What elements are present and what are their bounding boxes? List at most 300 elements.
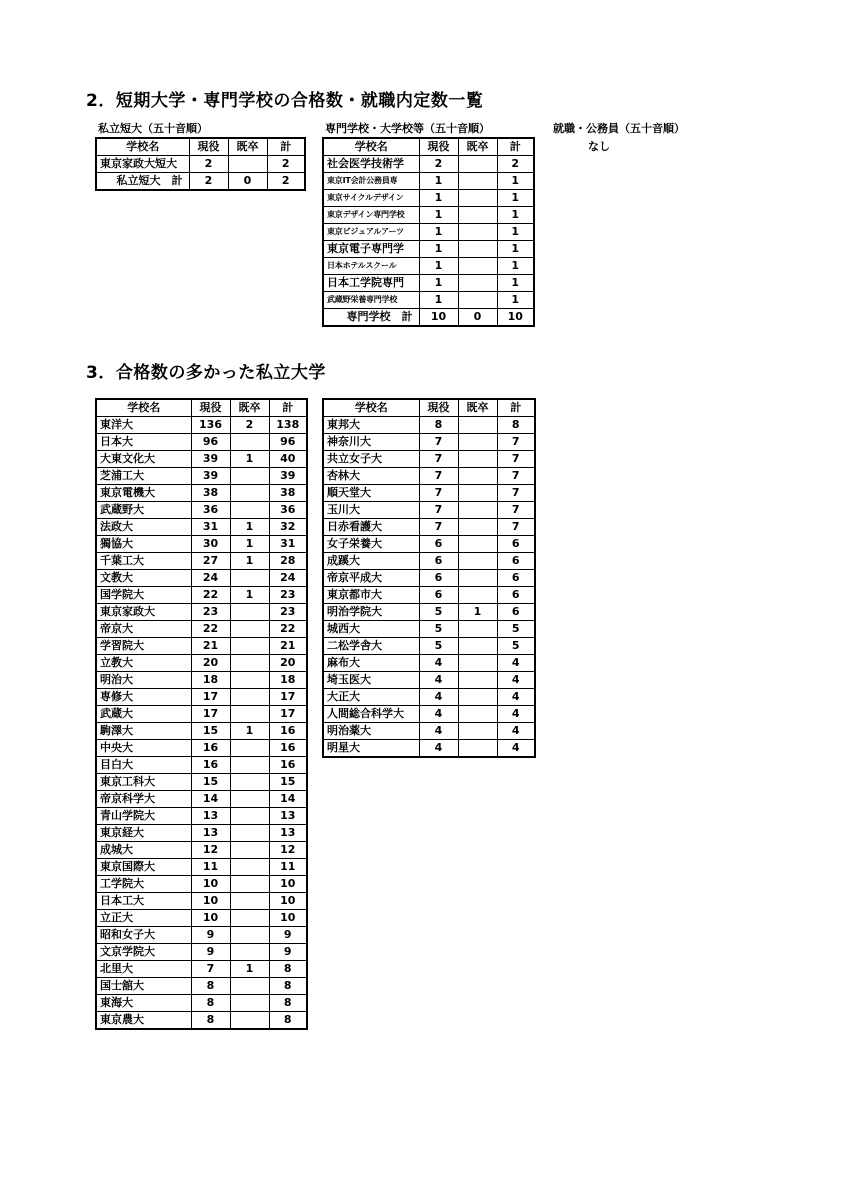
graduate-count-cell	[230, 689, 269, 706]
school-name-cell: 順天堂大	[323, 485, 419, 502]
school-name-cell: 武蔵大	[96, 706, 191, 723]
school-name-cell: 日赤看護大	[323, 519, 419, 536]
current-count-cell: 1	[419, 224, 458, 241]
total-count-cell: 138	[269, 417, 307, 434]
column-header-current: 現役	[419, 138, 458, 156]
graduate-count-cell	[228, 156, 267, 173]
table-row	[96, 587, 307, 604]
total-count-cell: 11	[269, 859, 307, 876]
graduate-count-cell	[230, 740, 269, 757]
school-name-cell: 東京サイクルデザイン	[323, 190, 419, 207]
graduate-count-cell	[458, 417, 497, 434]
table-row	[96, 689, 307, 706]
current-count-cell: 15	[191, 723, 230, 740]
school-name-cell: 中央大	[96, 740, 191, 757]
table-row	[323, 241, 534, 258]
column-header-graduate: 既卒	[230, 399, 269, 417]
current-count-cell: 2	[189, 156, 228, 173]
current-count-cell: 31	[191, 519, 230, 536]
table-row	[96, 502, 307, 519]
graduate-count-cell	[230, 706, 269, 723]
school-name-cell: 東京国際大	[96, 859, 191, 876]
school-name-cell: 大東文化大	[96, 451, 191, 468]
graduate-count-cell	[458, 570, 497, 587]
school-name-cell: 成城大	[96, 842, 191, 859]
current-count-cell: 16	[191, 740, 230, 757]
table-row	[96, 859, 307, 876]
graduate-count-cell	[458, 502, 497, 519]
table-row	[323, 706, 535, 723]
school-name-cell: 日本工学院専門	[323, 275, 419, 292]
current-count-cell: 17	[191, 689, 230, 706]
vocational-school-table	[322, 137, 535, 327]
school-name-cell: 明星大	[323, 740, 419, 758]
table-header-row	[323, 138, 534, 156]
graduate-count-cell	[230, 468, 269, 485]
current-count-cell: 7	[419, 468, 458, 485]
column-header-total: 計	[269, 399, 307, 417]
current-count-cell: 4	[419, 672, 458, 689]
current-count-cell: 1	[419, 207, 458, 224]
total-count-cell: 1	[497, 275, 534, 292]
school-name-cell: 千葉工大	[96, 553, 191, 570]
total-count-cell: 7	[497, 434, 535, 451]
graduate-count-cell: 1	[230, 723, 269, 740]
column-header-current: 現役	[191, 399, 230, 417]
school-name-cell: 専修大	[96, 689, 191, 706]
table-row	[96, 927, 307, 944]
current-count-cell: 6	[419, 587, 458, 604]
total-count-cell: 8	[269, 961, 307, 978]
graduate-count-cell	[458, 468, 497, 485]
school-name-cell: 成蹊大	[323, 553, 419, 570]
school-name-cell: 日本工大	[96, 893, 191, 910]
current-count-cell: 39	[191, 468, 230, 485]
total-count-cell: 1	[497, 173, 534, 190]
graduate-count-cell	[458, 258, 497, 275]
total-count-cell: 2	[267, 156, 305, 173]
table-row	[96, 672, 307, 689]
table-row	[96, 553, 307, 570]
current-count-cell: 20	[191, 655, 230, 672]
total-count-cell: 8	[269, 1012, 307, 1030]
school-name-cell: 目白大	[96, 757, 191, 774]
school-name-cell: 二松学舎大	[323, 638, 419, 655]
total-count-cell: 7	[497, 451, 535, 468]
school-name-cell: 東京都市大	[323, 587, 419, 604]
school-name-cell: 東京工科大	[96, 774, 191, 791]
table-row	[96, 485, 307, 502]
total-count-cell: 6	[497, 570, 535, 587]
current-count-cell: 36	[191, 502, 230, 519]
school-name-cell: 明治薬大	[323, 723, 419, 740]
table-row	[323, 502, 535, 519]
current-count-cell: 8	[191, 978, 230, 995]
school-name-cell: 北里大	[96, 961, 191, 978]
current-count-cell: 23	[191, 604, 230, 621]
graduate-count-cell	[230, 791, 269, 808]
graduate-count-cell	[458, 553, 497, 570]
total-graduate-cell: 0	[228, 173, 267, 191]
table-row	[323, 434, 535, 451]
graduate-count-cell	[230, 485, 269, 502]
total-count-cell: 8	[269, 978, 307, 995]
current-count-cell: 9	[191, 944, 230, 961]
total-count-cell: 28	[269, 553, 307, 570]
total-count-cell: 1	[497, 224, 534, 241]
total-count-cell: 17	[269, 689, 307, 706]
graduate-count-cell	[230, 655, 269, 672]
graduate-count-cell: 1	[230, 451, 269, 468]
school-name-cell: 明治学院大	[323, 604, 419, 621]
school-name-cell: 帝京大	[96, 621, 191, 638]
table-row	[96, 944, 307, 961]
school-name-cell: 武蔵野栄養専門学校	[323, 292, 419, 309]
graduate-count-cell	[230, 757, 269, 774]
total-count-cell: 1	[497, 241, 534, 258]
current-count-cell: 38	[191, 485, 230, 502]
graduate-count-cell	[458, 672, 497, 689]
table-header-row	[96, 399, 307, 417]
total-count-cell: 22	[269, 621, 307, 638]
table-row	[96, 740, 307, 757]
total-count-cell: 7	[497, 468, 535, 485]
total-count-cell: 39	[269, 468, 307, 485]
current-count-cell: 30	[191, 536, 230, 553]
junior-college-caption: 私立短大（五十音順）	[98, 122, 208, 135]
table-row	[323, 536, 535, 553]
total-label-cell: 私立短大 計	[96, 173, 189, 191]
total-count-cell: 1	[497, 292, 534, 309]
graduate-count-cell	[458, 451, 497, 468]
current-count-cell: 11	[191, 859, 230, 876]
total-count-cell: 21	[269, 638, 307, 655]
total-graduate-cell: 0	[458, 309, 497, 327]
current-count-cell: 2	[419, 156, 458, 173]
school-name-cell: 学習院大	[96, 638, 191, 655]
current-count-cell: 1	[419, 258, 458, 275]
table-row	[323, 224, 534, 241]
graduate-count-cell	[230, 825, 269, 842]
current-count-cell: 1	[419, 173, 458, 190]
table-row	[323, 723, 535, 740]
graduate-count-cell	[458, 207, 497, 224]
school-name-cell: 人間総合科学大	[323, 706, 419, 723]
graduate-count-cell	[458, 655, 497, 672]
table-row	[96, 842, 307, 859]
graduate-count-cell	[230, 502, 269, 519]
total-current-cell: 2	[189, 173, 228, 191]
table-row	[323, 672, 535, 689]
current-count-cell: 1	[419, 241, 458, 258]
current-count-cell: 8	[191, 995, 230, 1012]
school-name-cell: 杏林大	[323, 468, 419, 485]
total-count-cell: 4	[497, 723, 535, 740]
graduate-count-cell	[458, 241, 497, 258]
current-count-cell: 13	[191, 808, 230, 825]
current-count-cell: 4	[419, 655, 458, 672]
school-name-cell: 東京電機大	[96, 485, 191, 502]
graduate-count-cell	[230, 621, 269, 638]
section2-heading: 2．短期大学・専門学校の合格数・就職内定数一覧	[86, 91, 484, 111]
graduate-count-cell	[230, 910, 269, 927]
graduate-count-cell	[458, 156, 497, 173]
graduate-count-cell	[230, 774, 269, 791]
current-count-cell: 17	[191, 706, 230, 723]
current-count-cell: 6	[419, 553, 458, 570]
current-count-cell: 15	[191, 774, 230, 791]
table-row	[96, 774, 307, 791]
table-row	[323, 638, 535, 655]
graduate-count-cell	[458, 434, 497, 451]
table-row	[323, 258, 534, 275]
school-name-cell: 青山学院大	[96, 808, 191, 825]
current-count-cell: 22	[191, 621, 230, 638]
table-row	[323, 190, 534, 207]
table-row	[96, 910, 307, 927]
total-count-cell: 9	[269, 944, 307, 961]
graduate-count-cell	[458, 638, 497, 655]
table-row	[323, 468, 535, 485]
total-count-cell: 4	[497, 740, 535, 758]
current-count-cell: 22	[191, 587, 230, 604]
total-count-cell: 6	[497, 536, 535, 553]
table-row	[323, 689, 535, 706]
total-count-cell: 12	[269, 842, 307, 859]
total-count-cell: 13	[269, 808, 307, 825]
table-row	[96, 893, 307, 910]
school-name-cell: 共立女子大	[323, 451, 419, 468]
table-row	[323, 740, 535, 758]
graduate-count-cell	[458, 190, 497, 207]
column-header-current: 現役	[419, 399, 458, 417]
total-total-cell: 2	[267, 173, 305, 191]
current-count-cell: 16	[191, 757, 230, 774]
table-row	[323, 485, 535, 502]
current-count-cell: 13	[191, 825, 230, 842]
table-row	[96, 156, 305, 173]
table-row	[96, 621, 307, 638]
table-row	[96, 519, 307, 536]
total-count-cell: 5	[497, 638, 535, 655]
table-row	[323, 519, 535, 536]
graduate-count-cell	[458, 173, 497, 190]
school-name-cell: 工学院大	[96, 876, 191, 893]
total-count-cell: 8	[269, 995, 307, 1012]
current-count-cell: 5	[419, 604, 458, 621]
total-count-cell: 6	[497, 587, 535, 604]
table-row	[96, 417, 307, 434]
total-count-cell: 10	[269, 893, 307, 910]
school-name-cell: 国学院大	[96, 587, 191, 604]
total-count-cell: 15	[269, 774, 307, 791]
table-header-row	[323, 399, 535, 417]
total-count-cell: 7	[497, 485, 535, 502]
school-name-cell: 法政大	[96, 519, 191, 536]
total-row	[96, 173, 305, 191]
graduate-count-cell: 1	[230, 587, 269, 604]
current-count-cell: 7	[419, 519, 458, 536]
graduate-count-cell	[230, 842, 269, 859]
current-count-cell: 7	[419, 502, 458, 519]
table-row	[323, 275, 534, 292]
graduate-count-cell: 1	[230, 536, 269, 553]
school-name-cell: 駒澤大	[96, 723, 191, 740]
current-count-cell: 7	[419, 485, 458, 502]
current-count-cell: 7	[191, 961, 230, 978]
school-name-cell: 大正大	[323, 689, 419, 706]
current-count-cell: 14	[191, 791, 230, 808]
graduate-count-cell	[230, 893, 269, 910]
table-row	[96, 536, 307, 553]
school-name-cell: 獨協大	[96, 536, 191, 553]
school-name-cell: 城西大	[323, 621, 419, 638]
section3-heading: 3．合格数の多かった私立大学	[86, 363, 326, 383]
current-count-cell: 39	[191, 451, 230, 468]
current-count-cell: 136	[191, 417, 230, 434]
total-count-cell: 5	[497, 621, 535, 638]
table-row	[96, 638, 307, 655]
total-count-cell: 9	[269, 927, 307, 944]
table-row	[96, 604, 307, 621]
graduate-count-cell	[230, 944, 269, 961]
graduate-count-cell	[230, 638, 269, 655]
table-row	[96, 825, 307, 842]
school-name-cell: 東京経大	[96, 825, 191, 842]
total-count-cell: 16	[269, 757, 307, 774]
graduate-count-cell	[458, 275, 497, 292]
table-row	[323, 173, 534, 190]
total-count-cell: 13	[269, 825, 307, 842]
graduate-count-cell	[458, 536, 497, 553]
table-row	[96, 876, 307, 893]
school-name-cell: 東京農大	[96, 1012, 191, 1030]
table-row	[323, 621, 535, 638]
school-name-cell: 文京学院大	[96, 944, 191, 961]
graduate-count-cell	[458, 485, 497, 502]
school-name-cell: 日本ホテルスクール	[323, 258, 419, 275]
current-count-cell: 21	[191, 638, 230, 655]
school-name-cell: 立教大	[96, 655, 191, 672]
table-row	[323, 570, 535, 587]
current-count-cell: 6	[419, 536, 458, 553]
table-row	[96, 1012, 307, 1030]
table-row	[323, 207, 534, 224]
table-row	[96, 791, 307, 808]
school-name-cell: 東京家政大短大	[96, 156, 189, 173]
current-count-cell: 10	[191, 910, 230, 927]
total-count-cell: 31	[269, 536, 307, 553]
total-count-cell: 14	[269, 791, 307, 808]
school-name-cell: 芝浦工大	[96, 468, 191, 485]
current-count-cell: 10	[191, 876, 230, 893]
table-row	[96, 468, 307, 485]
school-name-cell: 神奈川大	[323, 434, 419, 451]
current-count-cell: 1	[419, 292, 458, 309]
column-header-total: 計	[267, 138, 305, 156]
table-row	[96, 808, 307, 825]
graduate-count-cell	[458, 292, 497, 309]
total-count-cell: 4	[497, 672, 535, 689]
table-row	[96, 570, 307, 587]
total-count-cell: 7	[497, 519, 535, 536]
total-current-cell: 10	[419, 309, 458, 327]
current-count-cell: 4	[419, 740, 458, 758]
graduate-count-cell	[458, 723, 497, 740]
current-count-cell: 4	[419, 706, 458, 723]
table-row	[323, 292, 534, 309]
school-name-cell: 玉川大	[323, 502, 419, 519]
column-header-school: 学校名	[96, 399, 191, 417]
total-count-cell: 6	[497, 553, 535, 570]
vocational-caption: 専門学校・大学校等（五十音順）	[325, 122, 490, 135]
column-header-school: 学校名	[323, 138, 419, 156]
school-name-cell: 東京ビジュアルアーツ	[323, 224, 419, 241]
current-count-cell: 1	[419, 275, 458, 292]
graduate-count-cell	[230, 570, 269, 587]
current-count-cell: 8	[191, 1012, 230, 1030]
school-name-cell: 国士舘大	[96, 978, 191, 995]
table-row	[96, 757, 307, 774]
total-count-cell: 10	[269, 910, 307, 927]
school-name-cell: 東京デザイン専門学校	[323, 207, 419, 224]
table-row	[323, 451, 535, 468]
total-count-cell: 24	[269, 570, 307, 587]
table-row	[96, 723, 307, 740]
school-name-cell: 埼玉医大	[323, 672, 419, 689]
school-name-cell: 明治大	[96, 672, 191, 689]
school-name-cell: 東海大	[96, 995, 191, 1012]
table-row	[323, 553, 535, 570]
current-count-cell: 4	[419, 689, 458, 706]
graduate-count-cell	[230, 604, 269, 621]
total-count-cell: 10	[269, 876, 307, 893]
graduate-count-cell	[458, 740, 497, 758]
graduate-count-cell	[230, 859, 269, 876]
table-row	[323, 655, 535, 672]
graduate-count-cell	[458, 587, 497, 604]
school-name-cell: 麻布大	[323, 655, 419, 672]
table-row	[96, 655, 307, 672]
graduate-count-cell	[230, 1012, 269, 1030]
total-row	[323, 309, 534, 327]
graduate-count-cell: 2	[230, 417, 269, 434]
graduate-count-cell: 1	[458, 604, 497, 621]
junior-college-table	[95, 137, 306, 191]
current-count-cell: 1	[419, 190, 458, 207]
graduate-count-cell	[230, 995, 269, 1012]
total-count-cell: 36	[269, 502, 307, 519]
total-count-cell: 4	[497, 706, 535, 723]
current-count-cell: 18	[191, 672, 230, 689]
table-row	[96, 451, 307, 468]
column-header-school: 学校名	[323, 399, 419, 417]
column-header-graduate: 既卒	[228, 138, 267, 156]
graduate-count-cell	[230, 434, 269, 451]
total-count-cell: 18	[269, 672, 307, 689]
total-count-cell: 6	[497, 604, 535, 621]
graduate-count-cell	[458, 224, 497, 241]
current-count-cell: 12	[191, 842, 230, 859]
graduate-count-cell	[230, 978, 269, 995]
graduate-count-cell: 1	[230, 519, 269, 536]
school-name-cell: 社会医学技術学	[323, 156, 419, 173]
graduate-count-cell	[458, 706, 497, 723]
column-header-total: 計	[497, 399, 535, 417]
total-count-cell: 16	[269, 740, 307, 757]
graduate-count-cell	[230, 672, 269, 689]
total-count-cell: 96	[269, 434, 307, 451]
